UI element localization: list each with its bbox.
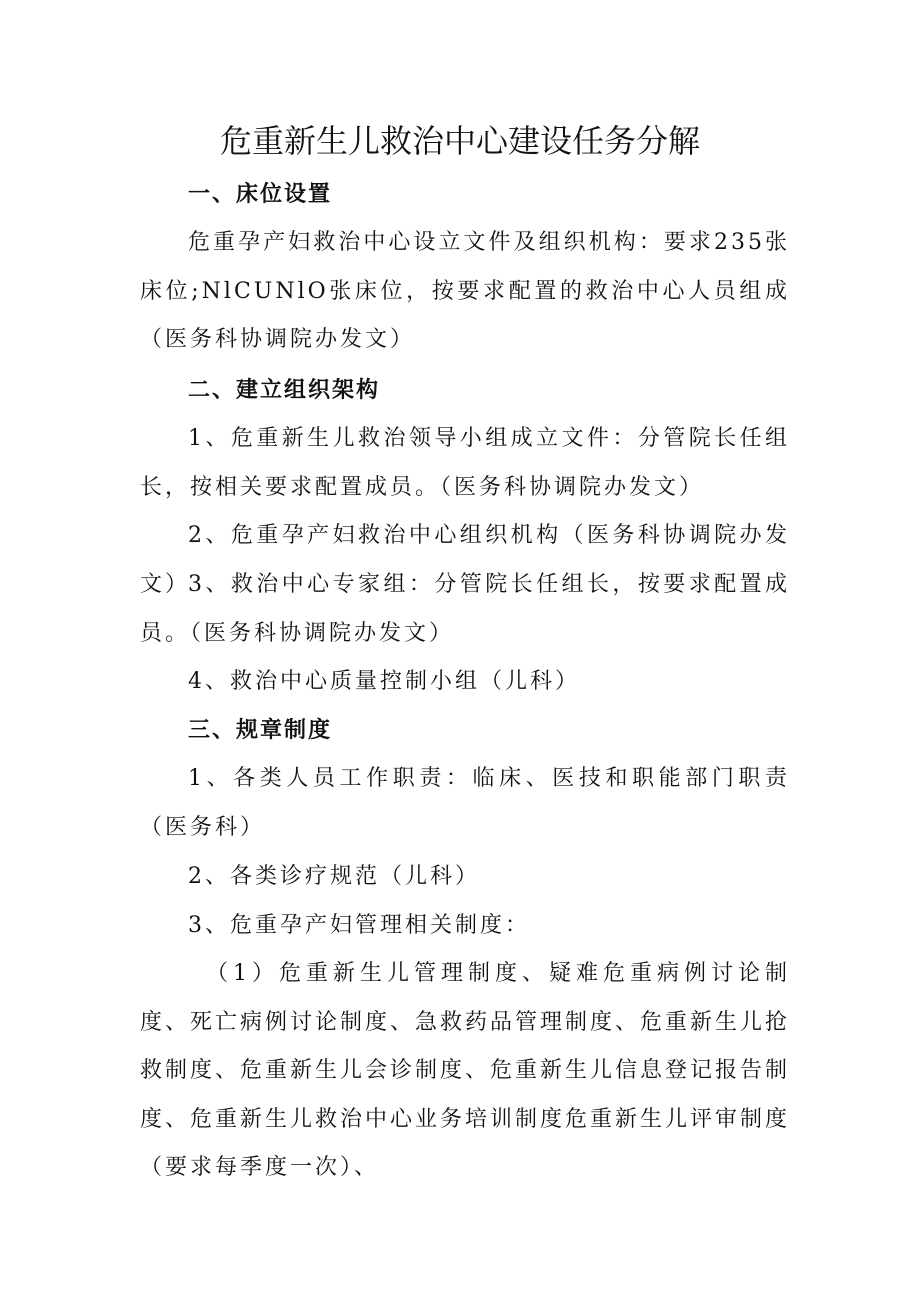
paragraph-leadership-group: 1、危重新生儿救治领导小组成立文件：分管院长任组长，按相关要求配置成员。（医务科协调院办发文）: [140, 426, 790, 500]
document-title: 危重新生儿救治中心建设任务分解: [219, 122, 700, 160]
paragraph-diagnosis-norms: 2、各类诊疗规范（儿科）: [188, 864, 480, 889]
paragraph-quality-control: 4、救治中心质量控制小组（儿科）: [188, 669, 580, 694]
section-heading-organization: 二、建立组织架构: [188, 378, 381, 403]
section-heading-regulations: 三、规章制度: [188, 718, 333, 743]
paragraph-newborn-rules-list: （1）危重新生儿管理制度、疑难危重病例讨论制度、死亡病例讨论制度、急救药品管理制度、危重新生儿抢救制度、危重新生儿会诊制度、危重新生儿信息登记报告制度、危重新生儿救治中心业务培训制度危重新生儿评审制度（要求每季度一次）、: [140, 961, 791, 1180]
paragraph-expert-group: 3、救治中心专家组：分管院长任组长，按要求配置成员。（医务科协调院办发文）: [140, 572, 790, 646]
paragraph-maternal-center-org: 2、危重孕产妇救治中心组织机构（医务科协调院办发文）: [140, 523, 790, 597]
paragraph-job-duties: 1、各类人员工作职责：临床、医技和职能部门职责（医务科）: [140, 766, 790, 840]
paragraph-bed-setup: 危重孕产妇救治中心设立文件及组织机构：要求235张床位;NlCUNlO张床位，按要求配置的救治中心人员组成（医务科协调院办发文）: [140, 230, 790, 352]
section-heading-bed-setup: 一、床位设置: [188, 182, 333, 207]
paragraph-maternal-rules: 3、危重孕产妇管理相关制度：: [188, 913, 530, 938]
